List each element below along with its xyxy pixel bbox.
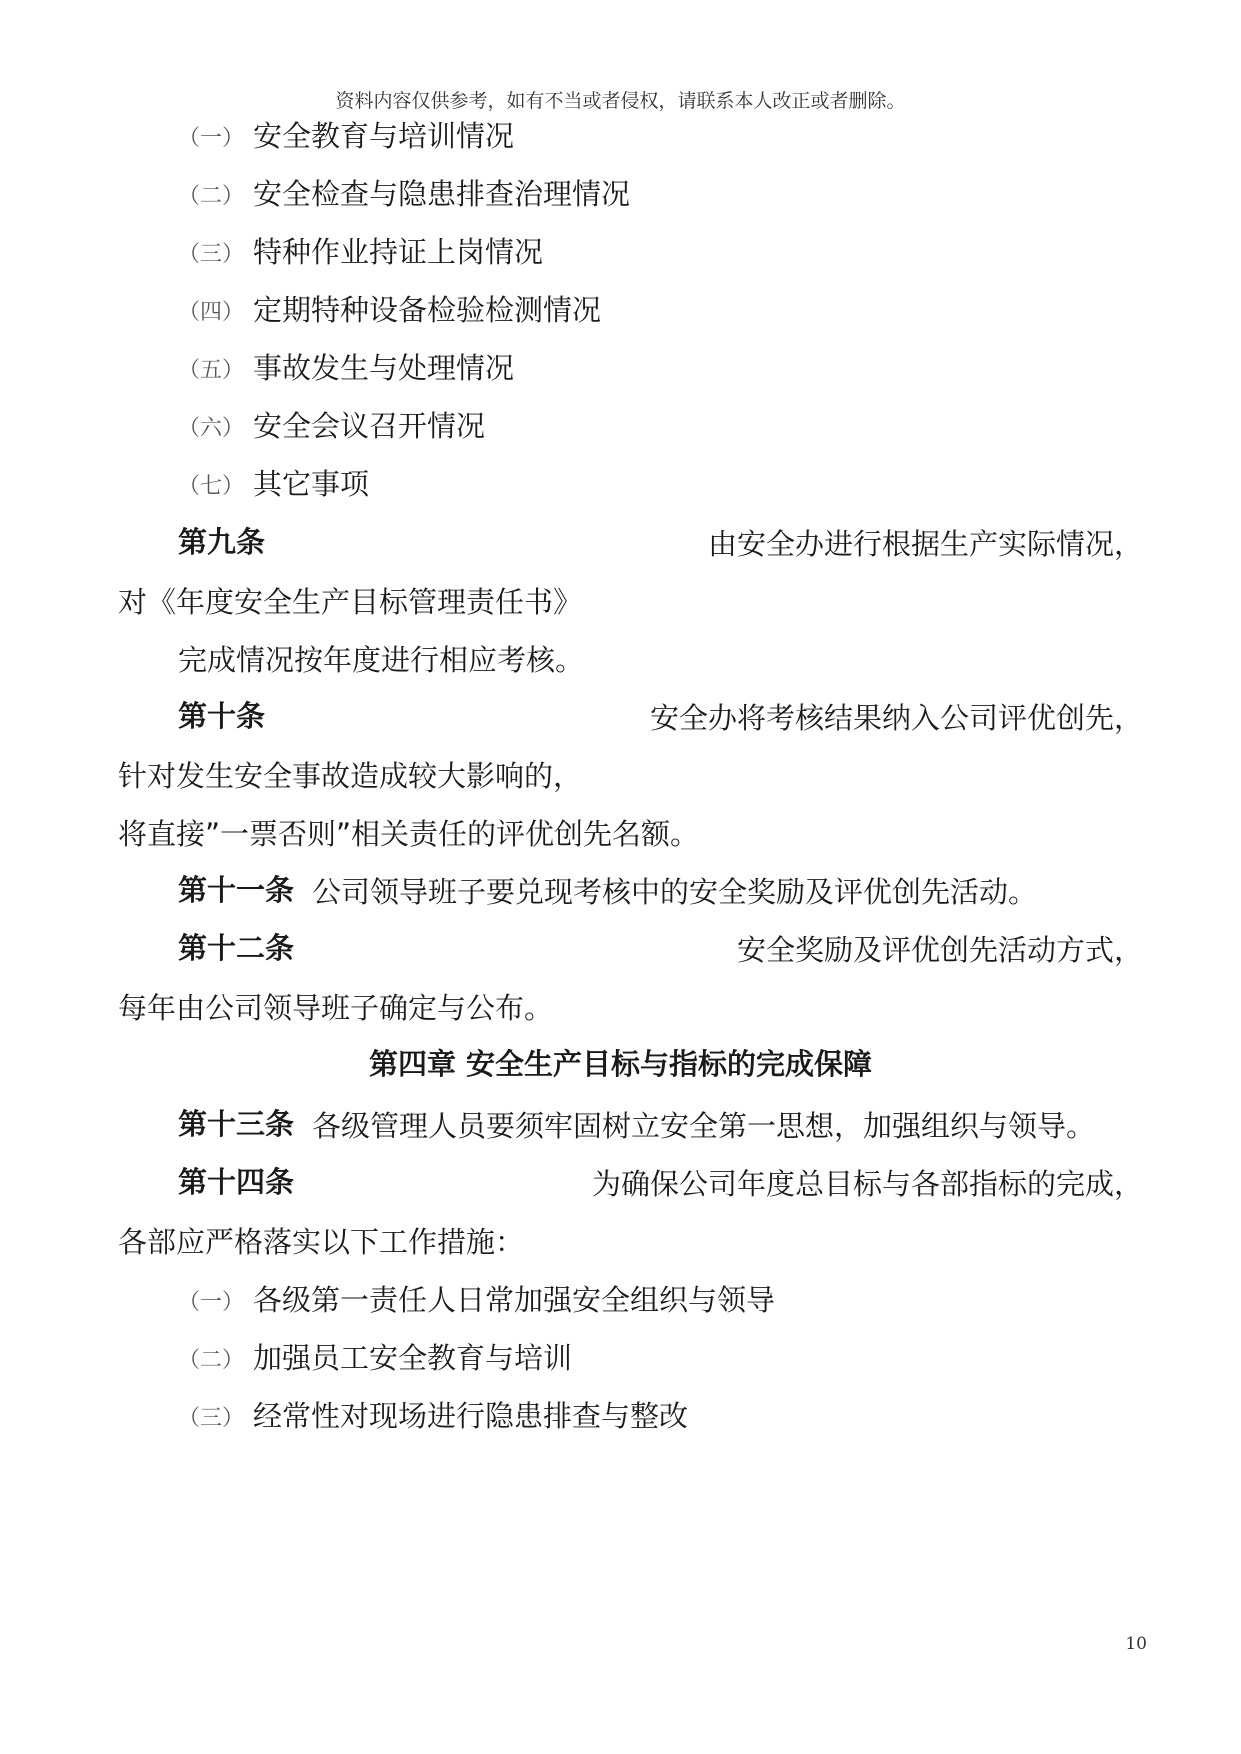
header-disclaimer: 资料内容仅供参考，如有不当或者侵权，请联系本人改正或者删除。 [335, 90, 906, 112]
article-12-title: 第十二条 [178, 931, 295, 965]
list-number: （七） [178, 474, 245, 499]
list-text: 事故发生与处理情况 [253, 351, 515, 385]
list-text: 特种作业持证上岗情况 [253, 235, 544, 269]
article-13-text: 各级管理人员要须牢固树立安全第一思想，加强组织与领导。 [312, 1109, 1096, 1143]
list-number: （一） [178, 1290, 245, 1315]
article-9-line3: 完成情况按年度进行相应考核。 [178, 643, 585, 677]
list-text: 安全会议召开情况 [253, 409, 486, 443]
list-text: 各级第一责任人日常加强安全组织与领导 [253, 1283, 776, 1317]
list-number: （六） [178, 416, 245, 441]
article-10-title: 第十条 [178, 699, 266, 733]
list-text: 经常性对现场进行隐患排查与整改 [253, 1399, 689, 1433]
list-number: （二） [178, 184, 245, 209]
article-13-title: 第十三条 [178, 1107, 295, 1141]
page-number: 10 [1125, 1634, 1147, 1654]
article-14-title: 第十四条 [178, 1165, 295, 1199]
article-14-line2: 各部应严格落实以下工作措施： [118, 1225, 525, 1259]
list-number: （四） [178, 300, 245, 325]
chapter-heading: 第四章 安全生产目标与指标的完成保障 [368, 1047, 873, 1081]
list-number: （三） [178, 1406, 245, 1431]
list-text: 定期特种设备检验检测情况 [253, 293, 602, 327]
list-text: 加强员工安全教育与培训 [253, 1341, 573, 1375]
list-number: （三） [178, 242, 245, 267]
article-10-line3: 将直接”一票否则”相关责任的评优创先名额。 [118, 817, 700, 851]
article-9-title: 第九条 [178, 525, 266, 559]
article-12-line1: 安全奖励及评优创先活动方式， [736, 933, 1143, 967]
article-10-line2: 针对发生安全事故造成较大影响的， [118, 759, 583, 793]
article-12-line2: 每年由公司领导班子确定与公布。 [118, 991, 554, 1025]
article-9-line2: 对《年度安全生产目标管理责任书》 [118, 585, 583, 619]
article-10-line1: 安全办将考核结果纳入公司评优创先， [649, 701, 1143, 735]
article-11-title: 第十一条 [178, 873, 295, 907]
article-9-line1: 由安全办进行根据生产实际情况， [707, 527, 1143, 561]
article-11-text: 公司领导班子要兑现考核中的安全奖励及评优创先活动。 [312, 875, 1038, 909]
list-number: （二） [178, 1348, 245, 1373]
article-14-line1: 为确保公司年度总目标与各部指标的完成， [591, 1167, 1143, 1201]
list-text: 安全教育与培训情况 [253, 119, 515, 153]
list-text: 安全检查与隐患排查治理情况 [253, 177, 631, 211]
list-number: （一） [178, 126, 245, 151]
list-text: 其它事项 [253, 467, 370, 501]
list-number: （五） [178, 358, 245, 383]
